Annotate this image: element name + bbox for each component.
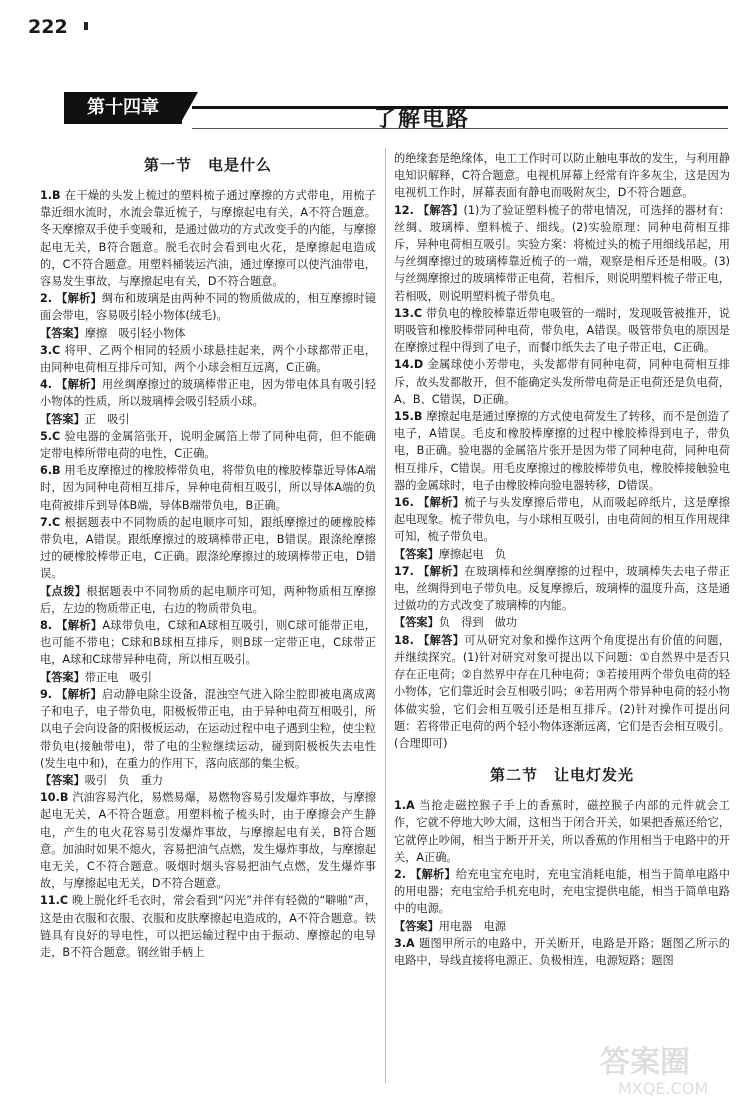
answer-item xyxy=(40,462,376,514)
item-text: 根据题表中不同物质的起电顺序可知，两种物质相互摩擦后，左边的物质带正电，右边的物质带负电。 xyxy=(40,584,376,615)
item-tag: 【解析】 xyxy=(56,378,102,392)
item-number: 17. xyxy=(394,564,419,578)
answer-value: 负 得到 做功 xyxy=(438,616,518,630)
item-number: 2. xyxy=(394,867,411,881)
item-text: 用丝绸摩擦过的玻璃棒带正电，因为带电体具有吸引轻小物体的性质，所以玻璃棒会吸引轻质小球。 xyxy=(40,378,376,409)
answer-value: 摩擦 吸引轻小物体 xyxy=(84,326,186,340)
item-tag: 【解析】 xyxy=(418,564,465,578)
page-number: 222 xyxy=(28,16,68,38)
answer-tag: 【答案】 xyxy=(394,616,439,630)
item-text: 绸布和玻璃是由两种不同的物质做成的，相互摩擦时镜面会带电，容易吸引轻小物体(绒毛)。 xyxy=(40,292,376,323)
answer-line xyxy=(394,546,730,563)
item-text: (1)为了验证塑料梳子的带电情况，可选择的器材有：丝绸、玻璃棒、塑料梳子、细线。(2)实验原理：同种电荷相互排斥，异种电荷相互吸引。实验方案：将梳过头的梳子用细线吊起，用与丝绸摩擦过的玻璃棒靠近梳子的一端，观察是相斥还是相吸。(3)与丝绸摩擦过的玻璃棒带正电荷，若相斥，则说明塑料梳子带正电，若相吸，则说明塑料梳子带负电。 xyxy=(394,203,730,303)
item-tag: 【解析】 xyxy=(418,496,465,510)
answer-item xyxy=(40,686,376,772)
answer-value: 吸引 负 重力 xyxy=(84,773,164,787)
answer-item xyxy=(40,428,376,462)
item-number: 5.C xyxy=(40,429,65,443)
answer-tag: 【答案】 xyxy=(40,773,85,787)
item-text: 给充电宝充电时，充电宝消耗电能，相当于简单电路中的用电器；充电宝给手机充电时，充电宝提供电能，相当于简单电路中的电源。 xyxy=(394,867,730,916)
answer-item xyxy=(394,150,730,202)
item-text: 带负电的橡胶棒靠近带电吸管的一端时，发现吸管被推开，说明吸管和橡胶棒带同种电荷，带负电，A错误。吸管带负电的原因是在摩擦过程中得到了电子，而餐巾纸失去了电子带正电，C正确。 xyxy=(394,306,730,355)
answer-item xyxy=(40,187,376,290)
answer-value: 带正电 吸引 xyxy=(84,670,152,684)
item-text: 根据题表中不同物质的起电顺序可知，跟纸摩擦过的硬橡胶棒带负电，A错误。跟纸摩擦过的玻璃棒带正电，B错误。跟涤纶摩擦过的硬橡胶棒带正电，C正确。跟涤纶摩擦过的玻璃棒带正电，D错误。 xyxy=(40,515,376,581)
item-text: 汽油容易汽化，易燃易爆，易燃物容易引发爆炸事故，与摩擦起电无关，A不符合题意。用塑料梳子梳头时，由于摩擦会产生静电，产生的电火花容易引发爆炸事故，与摩擦起电有关，B符合题意。加油时如果不熄火，容易把油气点燃，发生爆炸事故，与摩擦起电无关，C不符合题意。吸烟时烟头容易把油气点燃，发生爆炸事故，与摩擦起电无关，D不符合题意。 xyxy=(40,791,376,891)
answer-item xyxy=(40,892,376,961)
item-number: 1.B xyxy=(40,189,65,202)
item-number: 2. xyxy=(40,292,57,306)
item-text: 梳子与头发摩擦后带电，从而吸起碎纸片，这是摩擦起电现象。梳子带负电，与小球相互吸引，由电荷间的相互作用规律可知，梳子带负电。 xyxy=(394,496,730,544)
item-text: 晚上脱化纤毛衣时，常会看到“闪光”并伴有轻微的“噼啪”声，这是由衣服和衣服、衣服和皮肤摩擦起电造成的，A不符合题意。铁链具有良好的导电性，可以把运输过程中由于振动、摩擦起的电导走，B不符合题意。钢丝钳手柄上 xyxy=(40,894,376,959)
answer-item xyxy=(394,202,730,305)
chapter-title: 了解电路 xyxy=(374,106,471,132)
column-divider xyxy=(385,148,386,1083)
item-number: 6.B xyxy=(40,464,65,478)
answer-line xyxy=(394,614,730,631)
item-text: 可从研究对象和操作这两个角度提出有价值的问题，并继续探究。(1)针对研究对象可提出以下问题：①自然界中是否只存在正电荷；②自然界中存在几种电荷；③若接用两个带负电荷的轻小物体，它们靠近时会互相吸引吗；④若用两个带异种电荷的轻小物体做实验，它们会相互吸引还是相互排斥。(2)针对操作可提出问题：若将带正电荷的两个轻小物体逐渐远离，它们是否会相互吸引。(合理即可) xyxy=(394,633,730,750)
item-number: 8. xyxy=(40,619,57,633)
answer-item xyxy=(394,494,730,546)
answer-line xyxy=(40,772,376,789)
item-tag: 【解析】 xyxy=(410,867,456,881)
answer-item xyxy=(394,797,730,866)
item-text: 摩擦起电是通过摩擦的方式使电荷发生了转移，而不是创造了电子，A错误。毛皮和橡胶棒摩擦的过程中橡胶棒得到电子，带负电，B正确。验电器的金属箔片张开是因为带了同种电荷，同种电荷相互排斥，C错误。用毛皮摩擦过的橡胶棒带负电，橡胶棒接触验电器的金属球时，电子由橡胶棒向验电器转移，D错误。 xyxy=(394,410,730,492)
item-number: 3.C xyxy=(40,343,65,357)
item-tag: 【解答】 xyxy=(417,203,464,217)
chapter-header xyxy=(64,86,728,132)
item-text: 金属球使小芳带电，头发都带有同种电荷，同种电荷相互排斥，故头发都散开，但不能确定头发所带电荷是正电荷还是负电荷，A、B、C错误，D正确。 xyxy=(394,358,730,406)
item-tag: 【解析】 xyxy=(56,619,103,633)
left-column xyxy=(40,150,376,961)
section-title: 第二节 让电灯发光 xyxy=(489,766,634,785)
item-text: A球带负电，C球和A球相互吸引，则C球可能带正电，也可能不带电；C球和B球相互排斥，则B球一定带正电，C球带正电，A球和C球带异种电荷，所以相互吸引。 xyxy=(40,619,376,667)
answer-item xyxy=(394,866,730,918)
item-number: 14.D xyxy=(394,358,428,372)
item-number: 12. xyxy=(394,203,418,217)
item-text: 将甲、乙两个相同的轻质小球悬挂起来，两个小球都带正电，由同种电荷相互排斥可知，两个小球会相互远离，C正确。 xyxy=(40,343,376,375)
answer-line xyxy=(394,918,730,935)
answer-value: 正 吸引 xyxy=(84,412,130,426)
answer-item xyxy=(40,583,376,617)
item-text: 在干燥的头发上梳过的塑料梳子通过摩擦的方式带电，用梳子靠近细水流时，水流会靠近梳子，与摩擦起电有关，A不符合题意。冬天摩擦双手使手变暖和，是通过做功的方式改变手的内能，与摩擦起电无关，B符合题意。脱毛衣时会看到电火花，是摩擦起电造成的，C不符合题意。用塑料桶装运汽油，通过摩擦可以使汽油带电，容易发生事故，与摩擦起电有关，D不符合题意。 xyxy=(40,189,376,289)
item-text: 的绝缘套是绝缘体，电工工作时可以防止触电事故的发生，与利用静电知识解释，C符合题意。电视机屏幕上经常有许多灰尘，这是因为电视机工作时，屏幕表面有静电而吸附灰尘，D不符合题意。 xyxy=(394,152,730,200)
answer-item xyxy=(394,563,730,615)
item-number: 18. xyxy=(394,633,419,647)
item-text: 用毛皮摩擦过的橡胶棒带负电，将带负电的橡胶棒靠近导体A端时，因为同种电荷相互排斥，异种电荷相互吸引，所以导体A端的负电荷被排斥到导体B端，导体B端带负电，B正确。 xyxy=(40,464,376,512)
answer-item xyxy=(40,290,376,324)
item-number: 11.C xyxy=(40,894,72,908)
watermark-logo xyxy=(590,1040,740,1100)
answer-tag: 【答案】 xyxy=(394,919,439,933)
answer-item xyxy=(40,617,376,669)
watermark-sub: MXQE.COM xyxy=(618,1079,709,1098)
watermark-text: 答案圈 xyxy=(600,1045,690,1080)
right-column xyxy=(394,150,730,969)
item-number: 4. xyxy=(40,378,57,392)
answer-line xyxy=(40,325,376,342)
item-tag: 【解析】 xyxy=(56,292,102,306)
item-text: 当抢走磁控猴子手上的香蕉时，磁控猴子内部的元件就会工作，它就不停地大吵大闹，这相当于闭合开关，如果把香蕉还给它，它就停止吵闹，相当于断开开关，所以香蕉的作用相当于电路中的开关，A正确。 xyxy=(394,799,730,864)
answer-item xyxy=(40,342,376,376)
item-number: 10.B xyxy=(40,791,73,805)
item-text: 启动静电除尘设备，混浊空气进入除尘腔即被电离成离子和电子，电子带负电，阳极板带正电，由于异种电荷互相吸引，所以电子会向设备的阳极板运动，在运动过程中电子遇到尘粒，使尘粒带负电(接触带电)，带了电的尘粒继续运动，碰到阳极板失去电性(发生电中和)，在重力的作用下，落向底部的集尘板。 xyxy=(40,687,376,770)
item-number: 3.A xyxy=(394,936,419,950)
answer-value: 摩擦起电 负 xyxy=(438,547,506,561)
answer-item xyxy=(394,935,730,969)
answer-item xyxy=(394,305,730,357)
answer-item xyxy=(40,376,376,410)
item-text: 题图甲所示的电路中，开关断开，电路是开路；题图乙所示的电路中，导线直接将电源正、负极相连，电源短路；题图 xyxy=(394,936,730,967)
answer-list xyxy=(394,797,730,969)
answer-item xyxy=(394,632,730,752)
section-title: 第一节 电是什么 xyxy=(143,156,272,174)
item-number: 1.A xyxy=(394,799,420,813)
item-number: 13.C xyxy=(394,306,426,320)
item-text: 在玻璃棒和丝绸摩擦的过程中，玻璃棒失去电子带正电，丝绸得到电子带负电。反复摩擦后，玻璃棒的温度升高，这是通过做功的方式改变了玻璃棒的内能。 xyxy=(394,564,730,613)
answer-item xyxy=(40,514,376,583)
answer-tag: 【答案】 xyxy=(394,547,439,561)
item-number: 9. xyxy=(40,687,57,701)
answer-tag: 【答案】 xyxy=(40,412,85,426)
item-tag: 【解析】 xyxy=(56,687,102,701)
answer-value: 用电器 电源 xyxy=(438,919,506,933)
answer-item xyxy=(394,356,730,408)
item-text: 验电器的金属箔张开，说明金属箔上带了同种电荷，但不能确定带电棒所带电荷的电性，C正确。 xyxy=(40,429,376,461)
answer-list xyxy=(40,187,376,961)
item-number: 16. xyxy=(394,496,419,510)
item-tag: 【点拨】 xyxy=(40,584,87,598)
item-number: 7.C xyxy=(40,515,65,529)
chapter-tab: 第十四章 xyxy=(64,92,182,124)
answer-list xyxy=(394,150,730,752)
answer-tag: 【答案】 xyxy=(40,326,85,340)
answer-tag: 【答案】 xyxy=(40,670,85,684)
answer-item xyxy=(394,408,730,494)
answer-line xyxy=(40,411,376,428)
item-number: 15.B xyxy=(394,410,427,424)
answer-item xyxy=(40,789,376,892)
answer-line xyxy=(40,669,376,686)
page-number-mark xyxy=(84,22,88,30)
item-tag: 【解答】 xyxy=(418,633,465,647)
